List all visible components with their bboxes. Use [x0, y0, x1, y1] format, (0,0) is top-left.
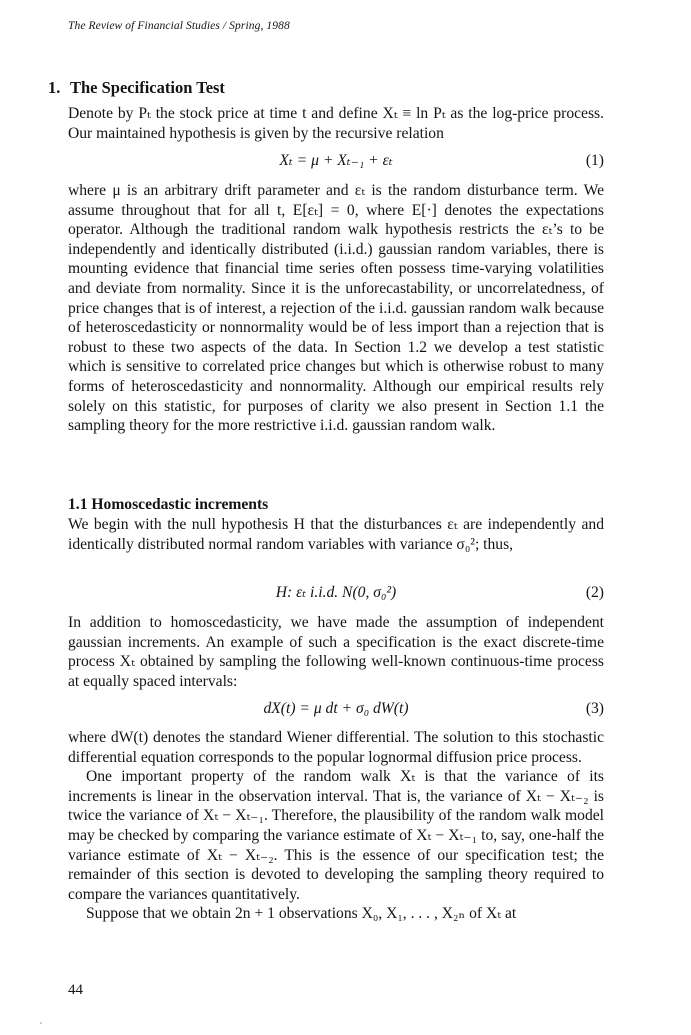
equation-2-number: (2)	[585, 584, 604, 601]
equation-1-body: Xₜ = μ + Xₜ₋₁ + εₜ	[279, 152, 393, 169]
subsection-paragraph-1	[68, 515, 604, 554]
paragraph-text: where dW(t) denotes the standard Wiener differential. The solution to this stochastic differential equation corresponds to the popular lognormal diffusion price process.	[68, 729, 604, 766]
section-number: 1.	[48, 78, 61, 97]
subsection-heading: 1.1 Homoscedastic increments	[68, 496, 269, 513]
section-title: The Specification Test	[70, 78, 225, 97]
scan-speck	[40, 1022, 42, 1024]
section-heading	[48, 78, 225, 98]
paragraph-text: We begin with the null hypothesis H that the disturbances εₜ are independently and identically distributed normal random variables with variance σ₀²; thus,	[68, 516, 604, 553]
equation-1-number: (1)	[585, 152, 604, 169]
paragraph-text: In addition to homoscedasticity, we have made the assumption of independent gaussian increments. An example of such a specification is the exact discrete-time process Xₜ obtained by sampling the following well-known continuous-time process at equally spaced intervals:	[68, 614, 604, 690]
section-intro-paragraph	[68, 104, 604, 143]
paragraph-text: where μ is an arbitrary drift parameter and εₜ is the random disturbance term. We assume throughout that for all t, E[εₜ] = 0, where E[·] denotes the expectations operator. Although the traditional random walk hypothesis restricts the εₜ’s to be independently and identically distributed (i.i.d.) gaussian random variables, there is mounting evidence that financial time series often possess time-varying volatilities and deviate from normality. Since it is the unforecastability, or uncorrelatedness, of price changes that is of interest, a rejection of the i.i.d. gaussian random walk because of heteroscedasticity or nonnormality would be of less import than a rejection that is robust to these two aspects of the data. In Section 1.2 we develop a test statistic which is sensitive to correlated price changes but which is otherwise robust to many forms of heteroscedasticity and nonnormality. Although our empirical results rely solely on this statistic, for purposes of clarity we also present in Section 1.1 the sampling theory for the more restrictive i.i.d. gaussian random walk.	[68, 182, 604, 435]
equation-3-number: (3)	[585, 700, 604, 717]
equation-3	[68, 699, 604, 719]
equation-2-body: H: εₜ i.i.d. N(0, σ₀²)	[275, 584, 397, 601]
page-number: 44	[68, 982, 83, 998]
section-paragraph-2	[68, 181, 604, 436]
paragraph-text: Suppose that we obtain 2n + 1 observations X₀, X₁, . . . , X₂ₙ of Xₜ at	[86, 905, 517, 923]
paragraph-text: Denote by Pₜ the stock price at time t and define Xₜ ≡ ln Pₜ as the log-price process. Our maintained hypothesis is given by the recursive relation	[68, 105, 604, 142]
subsection-paragraph-3	[68, 728, 604, 924]
running-head: The Review of Financial Studies / Spring, 1988	[68, 20, 290, 32]
subsection-paragraph-2	[68, 613, 604, 691]
equation-3-body: dX(t) = μ dt + σ₀ dW(t)	[263, 700, 409, 717]
equation-2	[68, 583, 604, 603]
equation-1	[68, 151, 604, 171]
paragraph-text: One important property of the random walk Xₜ is that the variance of its increments is linear in the observation interval. That is, the variance of Xₜ − Xₜ₋₂ is twice the variance of Xₜ − Xₜ₋₁. Therefore, the plausibility of the random walk model may be checked by comparing the variance estimate of Xₜ − Xₜ₋₁ to, say, one-half the variance estimate of Xₜ − Xₜ₋₂. This is the essence of our specification test; the remainder of this section is devoted to developing the sampling theory required to compare the variances quantitatively.	[68, 768, 604, 903]
